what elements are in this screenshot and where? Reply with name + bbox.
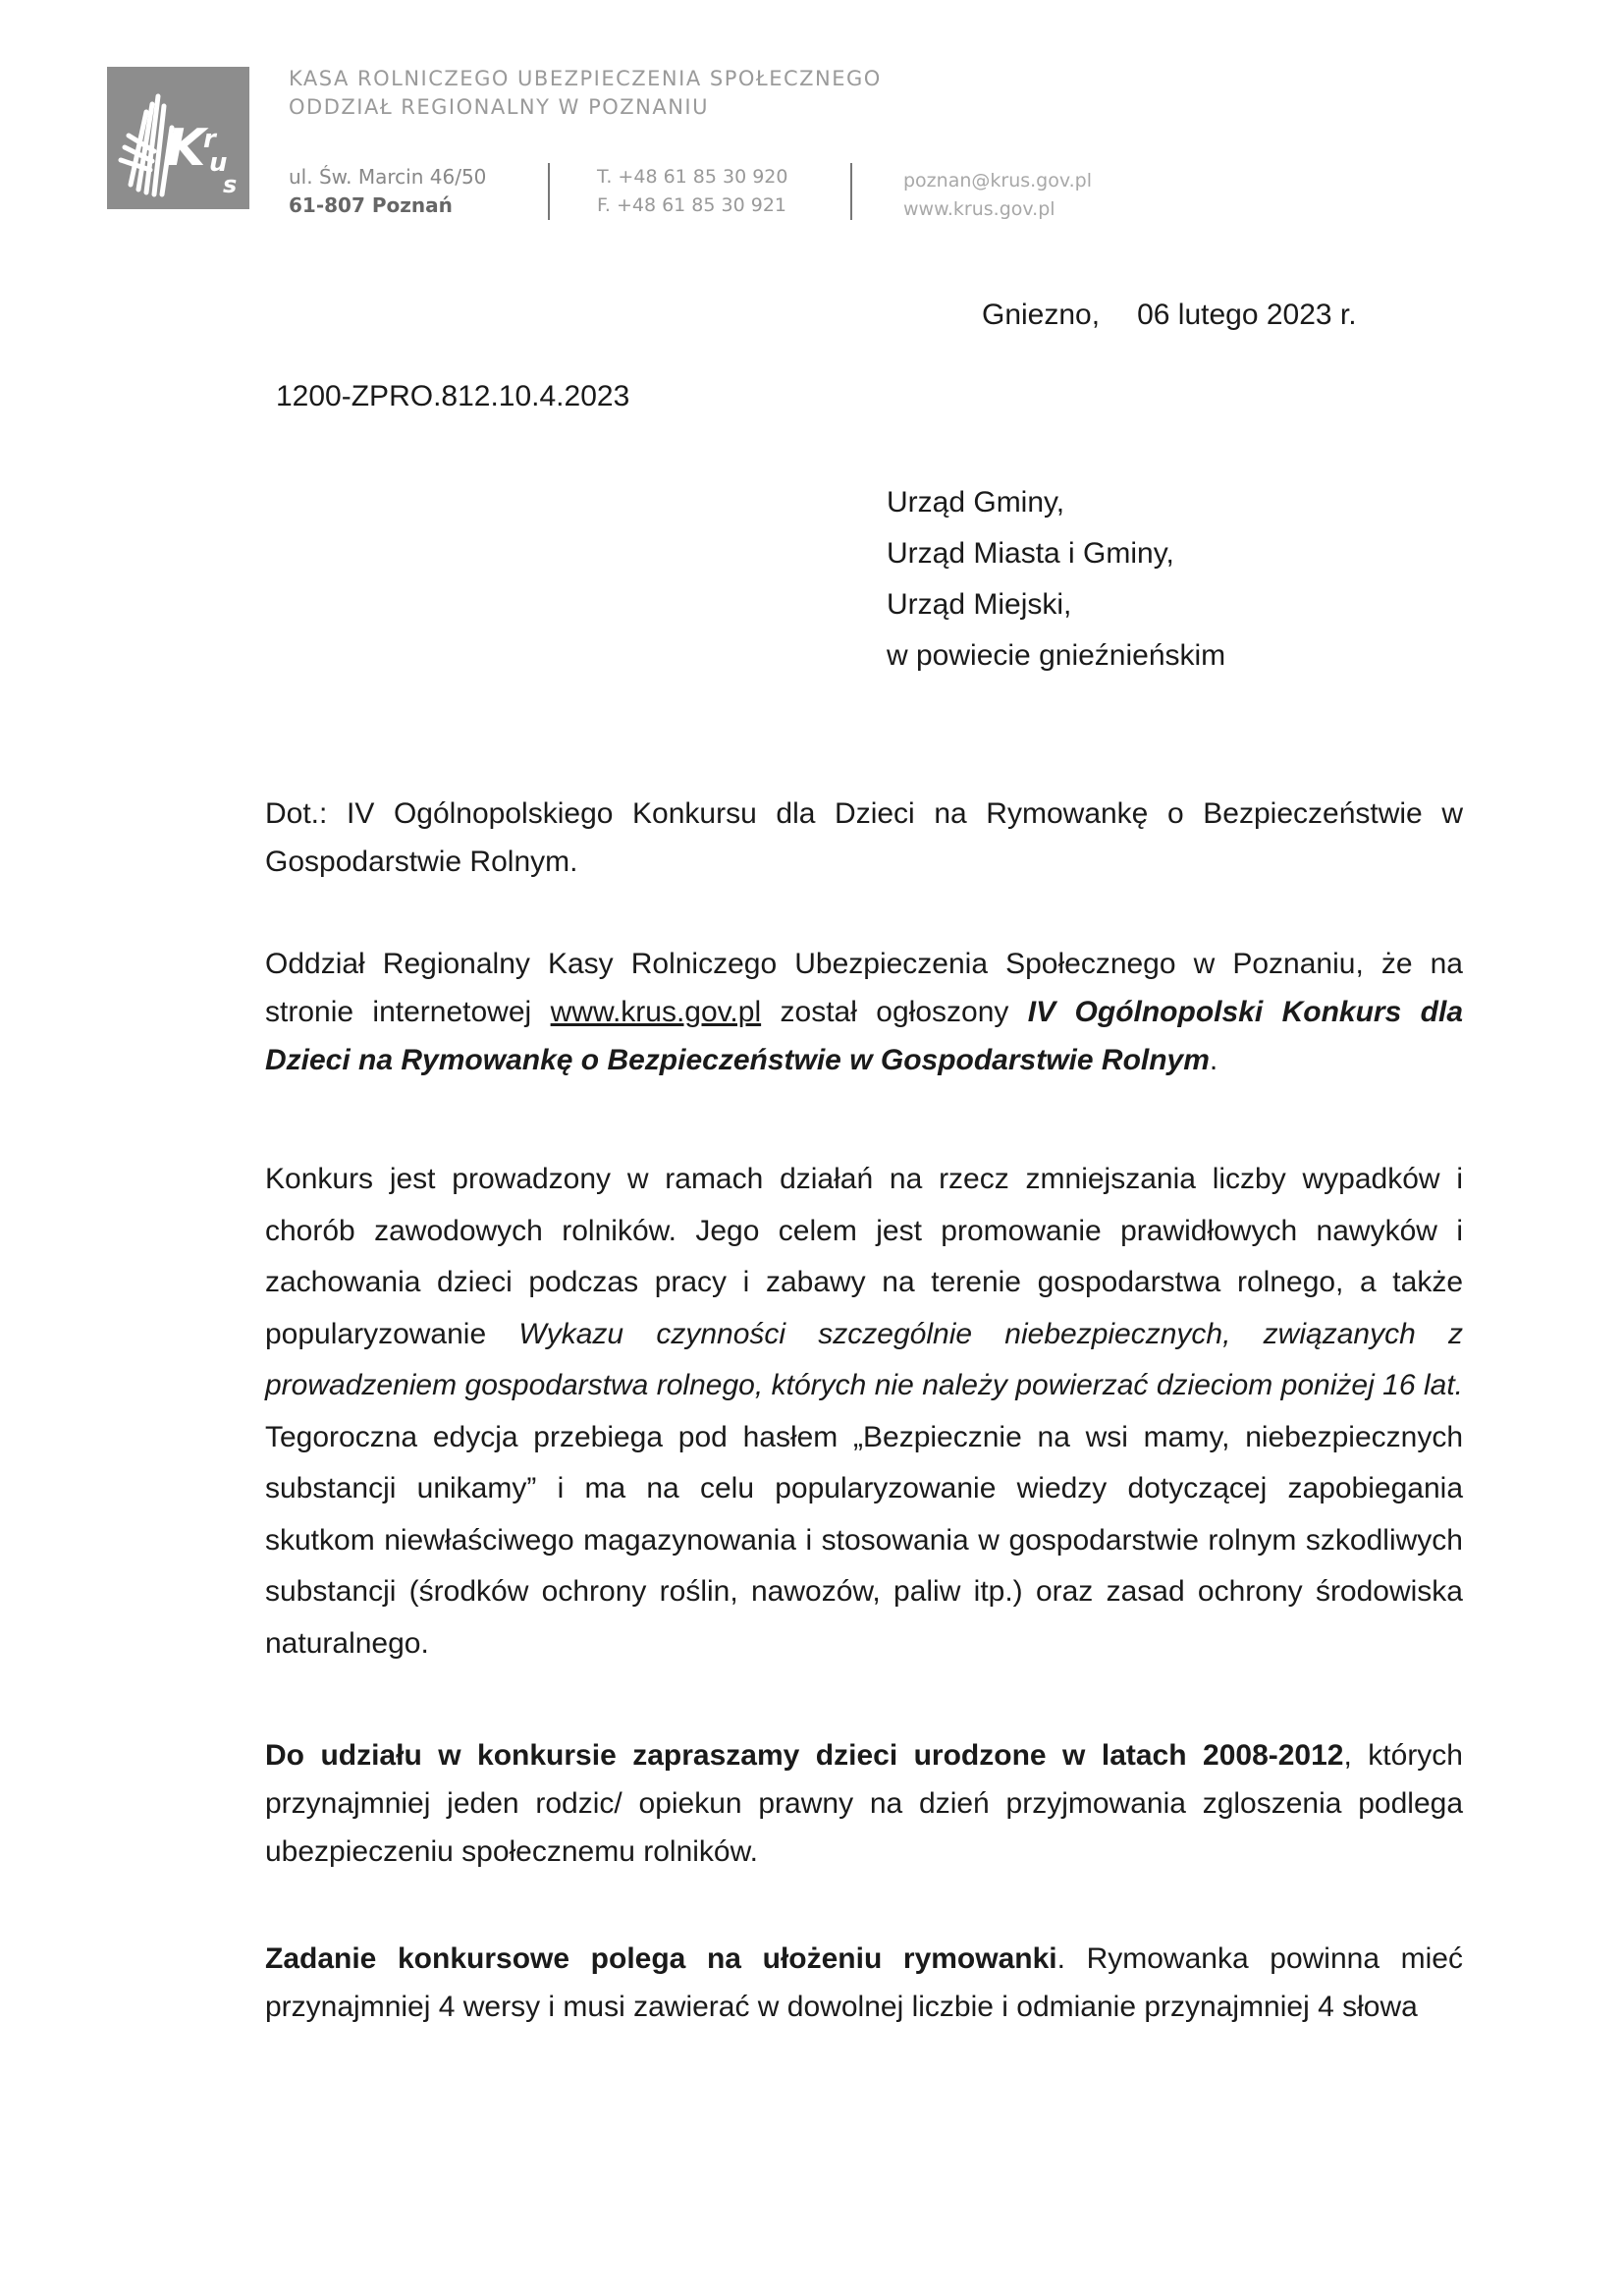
p2-italic-text: Wykazu czynności szczególnie niebezpiecznych, związanych z prowadzeniem gospodarstwa rolnego, których nie należy powierzać dzieciom poniżej 16 lat. (265, 1317, 1463, 1401)
krus-logo-icon (107, 67, 249, 209)
letterhead-divider (548, 163, 550, 220)
addressee-line: w powiecie gnieźnieńskim (887, 639, 1226, 672)
contact-website: www.krus.gov.pl (903, 198, 1055, 220)
letterhead-org-name (289, 65, 882, 122)
date-value: 06 lutego 2023 r. (1137, 299, 1357, 331)
addressee-line: Urząd Gminy, (887, 486, 1065, 519)
org-line-2: ODDZIAŁ REGIONALNY W POZNANIU (289, 95, 710, 119)
task-bold: Zadanie konkursowe polega na ułożeniu rymowanki (265, 1942, 1057, 1975)
p2-text: Tegoroczna edycja przebiega pod hasłem „Bezpiecznie na wsi mamy, niebezpiecznych substancji unikamy” i ma na celu popularyzowanie wiedzy dotyczącej zapobiegania skutkom niewłaściwego magazynowania i stosowania w gospodarstwie rolnym szkodliwych substancji (środków ochrony roślin, nawozów, paliw itp.) oraz zasad ochrony środowiska naturalnego. (265, 1420, 1463, 1660)
krus-website-link[interactable]: www.krus.gov.pl (550, 996, 762, 1028)
task-paragraph (265, 1935, 1463, 2031)
address-city: 61-807 Poznań (289, 193, 453, 217)
p1-text: został ogłoszony (780, 996, 1009, 1028)
reference-number: 1200-ZPRO.812.10.4.2023 (276, 380, 630, 412)
addressee-line: Urząd Miasta i Gminy, (887, 537, 1174, 570)
letterhead-contact (903, 167, 1092, 224)
letterhead-address (289, 163, 486, 220)
address-street: ul. Św. Marcin 46/50 (289, 165, 487, 189)
subject-text: IV Ogólnopolskiego Konkursu dla Dzieci na Rymowankę o Bezpieczeństwie w Gospodarstwie Rolnym. (265, 797, 1464, 878)
letterhead-divider (850, 163, 852, 220)
svg-text:u: u (209, 148, 228, 178)
announcement-paragraph (265, 940, 1463, 1084)
org-line-1: KASA ROLNICZEGO UBEZPIECZENIA SPOŁECZNEGO (289, 67, 882, 90)
p2-text: Konkurs jest prowadzony w ramach działań na rzecz zmniejszania liczby wypadków i chorób zawodowych rolników. Jego celem jest promowanie prawidłowych nawyków i zachowania dzieci podczas pracy i zabawy na terenie gospodarstwa rolnego, a także popularyzowanie (265, 1163, 1463, 1350)
eligibility-bold: Do udziału w konkursie zapraszamy dzieci urodzone w latach 2008-2012 (265, 1739, 1344, 1772)
subject-prefix: Dot.: (265, 797, 328, 830)
addressee-block (887, 477, 1225, 682)
addressee-line: Urząd Miejski, (887, 588, 1072, 621)
eligibility-paragraph (265, 1731, 1463, 1876)
svg-text:K: K (166, 119, 206, 178)
fax-number: F. +48 61 85 30 921 (597, 194, 787, 216)
contest-name: IV Ogólnopolski Konkurs dla Dzieci na Rymowankę o Bezpieczeństwie w Gospodarstwie Rolnym (265, 996, 1464, 1076)
p1-end: . (1209, 1044, 1218, 1076)
letter-date (982, 295, 1357, 336)
task-text: . Rymowanka powinna mieć przynajmniej 4 wersy i musi zawierać w dowolnej liczbie i odmianie przynajmniej 4 słowa (265, 1942, 1463, 2023)
phone-number: T. +48 61 85 30 920 (597, 166, 788, 188)
letterhead-phones (597, 163, 787, 220)
p1-text: Oddział Regionalny Kasy Rolniczego Ubezpieczenia Społecznego w Poznaniu, że na stronie internetowej (265, 948, 1463, 1028)
eligibility-text: , których przynajmniej jeden rodzic/ opiekun prawny na dzień przyjmowania zgloszenia podlega ubezpieczeniu społecznemu rolników. (265, 1739, 1463, 1868)
svg-text:s: s (223, 171, 238, 198)
krus-logo (107, 67, 249, 209)
svg-text:r: r (203, 125, 216, 154)
contest-description-paragraph (265, 1154, 1463, 1669)
date-place: Gniezno, (982, 299, 1101, 331)
contact-email: poznan@krus.gov.pl (903, 170, 1093, 191)
subject-paragraph (265, 790, 1463, 886)
